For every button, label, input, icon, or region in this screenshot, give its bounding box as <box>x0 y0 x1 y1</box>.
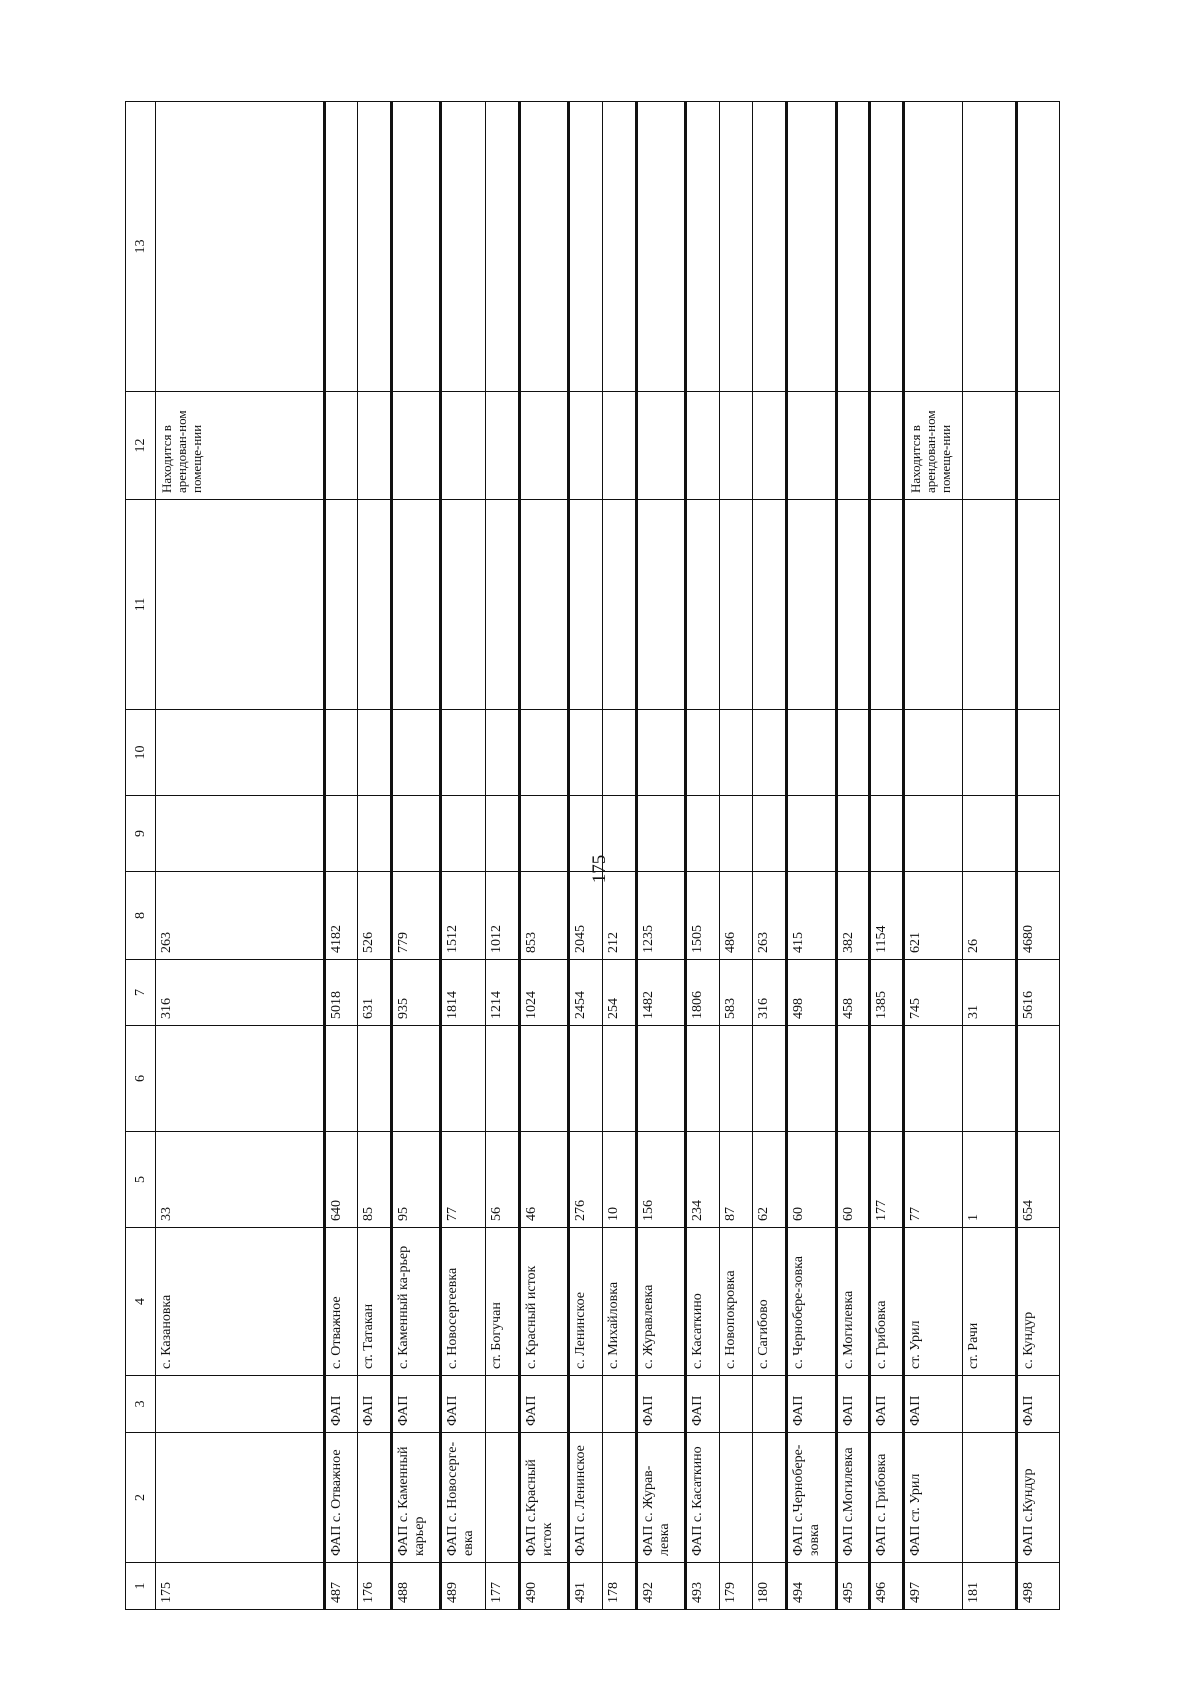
cell-col-11 <box>603 500 637 710</box>
cell-col-11 <box>903 500 962 710</box>
cell-col-11 <box>870 500 904 710</box>
cell-col-7: 1214 <box>486 960 520 1026</box>
header-cell: 2 <box>126 1433 156 1563</box>
cell-col-8: 26 <box>963 872 1017 960</box>
cell-col-1: 489 <box>441 1563 486 1610</box>
cell-col-8: 853 <box>519 872 568 960</box>
cell-col-11 <box>392 500 441 710</box>
header-cell: 13 <box>126 102 156 392</box>
cell-col-2 <box>358 1433 392 1563</box>
cell-col-13 <box>686 102 720 392</box>
cell-col-1: 179 <box>719 1563 753 1610</box>
cell-col-10 <box>963 710 1017 796</box>
cell-col-3: ФАП <box>441 1376 486 1433</box>
cell-col-8: 1505 <box>686 872 720 960</box>
table-row <box>324 102 358 1610</box>
cell-col-2: ФАП с. Касаткино <box>686 1433 720 1563</box>
cell-col-2: ФАП с. Ленинское <box>569 1433 603 1563</box>
cell-col-8: 263 <box>753 872 787 960</box>
cell-col-7: 745 <box>903 960 962 1026</box>
cell-col-1: 492 <box>636 1563 685 1610</box>
cell-col-8: 415 <box>787 872 836 960</box>
cell-col-3 <box>719 1376 753 1433</box>
cell-col-5: 10 <box>603 1132 637 1228</box>
cell-col-2 <box>753 1433 787 1563</box>
cell-col-3: ФАП <box>836 1376 870 1433</box>
page-number: 175 <box>589 854 610 884</box>
cell-col-9 <box>903 796 962 872</box>
cell-col-3: ФАП <box>324 1376 358 1433</box>
cell-col-3: ФАП <box>903 1376 962 1433</box>
cell-col-6 <box>719 1026 753 1132</box>
table-row <box>719 102 753 1610</box>
cell-col-2 <box>486 1433 520 1563</box>
cell-col-12: Находится в арендован-ном помеще-нии <box>156 392 324 500</box>
header-cell: 8 <box>126 872 156 960</box>
cell-col-11 <box>156 500 324 710</box>
table-row <box>156 102 324 1610</box>
cell-col-13 <box>787 102 836 392</box>
cell-col-11 <box>753 500 787 710</box>
cell-col-2 <box>719 1433 753 1563</box>
cell-col-11 <box>569 500 603 710</box>
cell-col-11 <box>636 500 685 710</box>
cell-col-12 <box>686 392 720 500</box>
cell-col-6 <box>486 1026 520 1132</box>
cell-col-11 <box>441 500 486 710</box>
cell-col-3: ФАП <box>1017 1376 1060 1433</box>
cell-col-10 <box>392 710 441 796</box>
cell-col-13 <box>486 102 520 392</box>
header-cell: 5 <box>126 1132 156 1228</box>
cell-col-12: Находится в арендован-ном помеще-нии <box>903 392 962 500</box>
cell-col-2: ФАП с.Могилевка <box>836 1433 870 1563</box>
cell-col-1: 178 <box>603 1563 637 1610</box>
cell-col-7: 316 <box>753 960 787 1026</box>
cell-col-8: 621 <box>903 872 962 960</box>
cell-col-9 <box>753 796 787 872</box>
header-cell: 4 <box>126 1228 156 1376</box>
cell-col-6 <box>1017 1026 1060 1132</box>
table-row <box>836 102 870 1610</box>
cell-col-3: ФАП <box>392 1376 441 1433</box>
cell-col-7: 316 <box>156 960 324 1026</box>
cell-col-13 <box>156 102 324 392</box>
cell-col-9 <box>441 796 486 872</box>
cell-col-11 <box>324 500 358 710</box>
cell-col-5: 56 <box>486 1132 520 1228</box>
cell-col-12 <box>569 392 603 500</box>
cell-col-8: 1235 <box>636 872 685 960</box>
cell-col-6 <box>903 1026 962 1132</box>
cell-col-5: 177 <box>870 1132 904 1228</box>
cell-col-3 <box>156 1376 324 1433</box>
cell-col-9 <box>787 796 836 872</box>
header-cell: 10 <box>126 710 156 796</box>
table-row <box>636 102 685 1610</box>
cell-col-4: с. Кундур <box>1017 1228 1060 1376</box>
cell-col-5: 654 <box>1017 1132 1060 1228</box>
cell-col-10 <box>903 710 962 796</box>
header-cell: 11 <box>126 500 156 710</box>
cell-col-13 <box>636 102 685 392</box>
cell-col-10 <box>870 710 904 796</box>
cell-col-6 <box>870 1026 904 1132</box>
cell-col-8: 4182 <box>324 872 358 960</box>
table-row <box>519 102 568 1610</box>
cell-col-12 <box>392 392 441 500</box>
header-cell: 9 <box>126 796 156 872</box>
table-row <box>903 102 962 1610</box>
cell-col-6 <box>836 1026 870 1132</box>
cell-col-4: с. Сагибово <box>753 1228 787 1376</box>
cell-col-9 <box>486 796 520 872</box>
cell-col-5: 46 <box>519 1132 568 1228</box>
cell-col-6 <box>324 1026 358 1132</box>
cell-col-7: 2454 <box>569 960 603 1026</box>
cell-col-6 <box>156 1026 324 1132</box>
cell-col-2: ФАП с. Отважное <box>324 1433 358 1563</box>
cell-col-12 <box>719 392 753 500</box>
cell-col-8: 382 <box>836 872 870 960</box>
cell-col-3: ФАП <box>787 1376 836 1433</box>
cell-col-12 <box>1017 392 1060 500</box>
cell-col-12 <box>486 392 520 500</box>
cell-col-9 <box>156 796 324 872</box>
cell-col-11 <box>486 500 520 710</box>
cell-col-2: ФАП с. Новосерге-евка <box>441 1433 486 1563</box>
cell-col-3 <box>753 1376 787 1433</box>
cell-col-8: 779 <box>392 872 441 960</box>
cell-col-4: с. Касаткино <box>686 1228 720 1376</box>
cell-col-8: 212 <box>603 872 637 960</box>
cell-col-8: 1012 <box>486 872 520 960</box>
cell-col-13 <box>519 102 568 392</box>
cell-col-8: 4680 <box>1017 872 1060 960</box>
cell-col-12 <box>358 392 392 500</box>
cell-col-11 <box>1017 500 1060 710</box>
rotated-table-wrapper <box>125 102 1060 1610</box>
cell-col-1: 181 <box>963 1563 1017 1610</box>
table-row <box>358 102 392 1610</box>
cell-col-7: 5018 <box>324 960 358 1026</box>
cell-col-9 <box>392 796 441 872</box>
cell-col-7: 254 <box>603 960 637 1026</box>
cell-col-9 <box>719 796 753 872</box>
table-row <box>441 102 486 1610</box>
cell-col-12 <box>753 392 787 500</box>
cell-col-8: 1154 <box>870 872 904 960</box>
cell-col-3: ФАП <box>636 1376 685 1433</box>
cell-col-12 <box>519 392 568 500</box>
cell-col-9 <box>1017 796 1060 872</box>
cell-col-11 <box>836 500 870 710</box>
cell-col-8: 526 <box>358 872 392 960</box>
header-cell: 7 <box>126 960 156 1026</box>
cell-col-1: 487 <box>324 1563 358 1610</box>
cell-col-2: ФАП с.Чернобере-зовка <box>787 1433 836 1563</box>
cell-col-13 <box>569 102 603 392</box>
cell-col-2: ФАП с. Каменный карьер <box>392 1433 441 1563</box>
cell-col-1: 176 <box>358 1563 392 1610</box>
cell-col-9 <box>836 796 870 872</box>
cell-col-10 <box>324 710 358 796</box>
cell-col-7: 1814 <box>441 960 486 1026</box>
cell-col-10 <box>719 710 753 796</box>
cell-col-13 <box>324 102 358 392</box>
cell-col-2: ФАП с. Грибовка <box>870 1433 904 1563</box>
cell-col-9 <box>324 796 358 872</box>
table-row <box>1017 102 1060 1610</box>
cell-col-4: с. Новопокровка <box>719 1228 753 1376</box>
cell-col-10 <box>836 710 870 796</box>
cell-col-12 <box>636 392 685 500</box>
cell-col-7: 1806 <box>686 960 720 1026</box>
cell-col-11 <box>519 500 568 710</box>
cell-col-6 <box>753 1026 787 1132</box>
cell-col-1: 177 <box>486 1563 520 1610</box>
cell-col-2 <box>963 1433 1017 1563</box>
cell-col-1: 180 <box>753 1563 787 1610</box>
cell-col-5: 156 <box>636 1132 685 1228</box>
cell-col-13 <box>753 102 787 392</box>
cell-col-11 <box>963 500 1017 710</box>
cell-col-1: 495 <box>836 1563 870 1610</box>
cell-col-5: 276 <box>569 1132 603 1228</box>
cell-col-5: 62 <box>753 1132 787 1228</box>
cell-col-13 <box>358 102 392 392</box>
data-table <box>125 101 1060 1610</box>
cell-col-12 <box>324 392 358 500</box>
table-row <box>392 102 441 1610</box>
cell-col-10 <box>603 710 637 796</box>
cell-col-7: 935 <box>392 960 441 1026</box>
cell-col-11 <box>358 500 392 710</box>
cell-col-6 <box>603 1026 637 1132</box>
cell-col-5: 33 <box>156 1132 324 1228</box>
cell-col-1: 175 <box>156 1563 324 1610</box>
cell-col-13 <box>836 102 870 392</box>
cell-col-9 <box>358 796 392 872</box>
cell-col-4: с. Журавлевка <box>636 1228 685 1376</box>
cell-col-1: 488 <box>392 1563 441 1610</box>
cell-col-4: с. Красный исток <box>519 1228 568 1376</box>
table-body <box>126 102 1060 1610</box>
cell-col-7: 1385 <box>870 960 904 1026</box>
cell-col-9 <box>603 796 637 872</box>
cell-col-6 <box>441 1026 486 1132</box>
cell-col-13 <box>1017 102 1060 392</box>
cell-col-13 <box>870 102 904 392</box>
cell-col-5: 77 <box>903 1132 962 1228</box>
cell-col-8: 486 <box>719 872 753 960</box>
cell-col-1: 494 <box>787 1563 836 1610</box>
cell-col-4: с. Ленинское <box>569 1228 603 1376</box>
cell-col-9 <box>686 796 720 872</box>
cell-col-13 <box>603 102 637 392</box>
cell-col-7: 583 <box>719 960 753 1026</box>
cell-col-13 <box>441 102 486 392</box>
cell-col-6 <box>787 1026 836 1132</box>
cell-col-12 <box>441 392 486 500</box>
cell-col-5: 1 <box>963 1132 1017 1228</box>
cell-col-3 <box>603 1376 637 1433</box>
cell-col-1: 491 <box>569 1563 603 1610</box>
cell-col-4: с. Грибовка <box>870 1228 904 1376</box>
cell-col-3 <box>963 1376 1017 1433</box>
cell-col-8: 1512 <box>441 872 486 960</box>
cell-col-7: 1482 <box>636 960 685 1026</box>
cell-col-9 <box>519 796 568 872</box>
cell-col-4: с. Новосергеевка <box>441 1228 486 1376</box>
cell-col-4: с. Михайловка <box>603 1228 637 1376</box>
header-cell: 1 <box>126 1563 156 1610</box>
cell-col-2: ФАП ст. Урил <box>903 1433 962 1563</box>
header-cell: 3 <box>126 1376 156 1433</box>
cell-col-5: 77 <box>441 1132 486 1228</box>
table-row <box>787 102 836 1610</box>
cell-col-7: 458 <box>836 960 870 1026</box>
cell-col-6 <box>686 1026 720 1132</box>
table-row <box>963 102 1017 1610</box>
table-row <box>870 102 904 1610</box>
cell-col-3: ФАП <box>358 1376 392 1433</box>
cell-col-12 <box>603 392 637 500</box>
cell-col-10 <box>156 710 324 796</box>
table-row <box>603 102 637 1610</box>
cell-col-8: 263 <box>156 872 324 960</box>
cell-col-1: 490 <box>519 1563 568 1610</box>
cell-col-10 <box>519 710 568 796</box>
table-row <box>686 102 720 1610</box>
cell-col-12 <box>963 392 1017 500</box>
cell-col-3: ФАП <box>870 1376 904 1433</box>
header-cell: 6 <box>126 1026 156 1132</box>
cell-col-4: с. Могилевка <box>836 1228 870 1376</box>
cell-col-2 <box>156 1433 324 1563</box>
cell-col-4: с. Каменный ка-рьер <box>392 1228 441 1376</box>
cell-col-4: ст. Рачи <box>963 1228 1017 1376</box>
cell-col-6 <box>569 1026 603 1132</box>
cell-col-1: 493 <box>686 1563 720 1610</box>
cell-col-4: ст. Богучан <box>486 1228 520 1376</box>
cell-col-7: 631 <box>358 960 392 1026</box>
cell-col-10 <box>636 710 685 796</box>
cell-col-5: 85 <box>358 1132 392 1228</box>
cell-col-9 <box>963 796 1017 872</box>
cell-col-3 <box>569 1376 603 1433</box>
cell-col-4: с. Отважное <box>324 1228 358 1376</box>
cell-col-9 <box>870 796 904 872</box>
cell-col-11 <box>787 500 836 710</box>
cell-col-4: ст. Урил <box>903 1228 962 1376</box>
cell-col-5: 87 <box>719 1132 753 1228</box>
cell-col-13 <box>392 102 441 392</box>
cell-col-1: 496 <box>870 1563 904 1610</box>
cell-col-12 <box>870 392 904 500</box>
cell-col-3: ФАП <box>519 1376 568 1433</box>
cell-col-2: ФАП с.Красный исток <box>519 1433 568 1563</box>
cell-col-10 <box>1017 710 1060 796</box>
cell-col-2: ФАП с.Кундур <box>1017 1433 1060 1563</box>
cell-col-1: 498 <box>1017 1563 1060 1610</box>
cell-col-10 <box>787 710 836 796</box>
cell-col-6 <box>963 1026 1017 1132</box>
cell-col-4: с. Чернобере-зовка <box>787 1228 836 1376</box>
cell-col-7: 31 <box>963 960 1017 1026</box>
cell-col-12 <box>787 392 836 500</box>
cell-col-3 <box>486 1376 520 1433</box>
cell-col-10 <box>358 710 392 796</box>
cell-col-3: ФАП <box>686 1376 720 1433</box>
cell-col-9 <box>569 796 603 872</box>
cell-col-11 <box>719 500 753 710</box>
cell-col-6 <box>519 1026 568 1132</box>
cell-col-6 <box>392 1026 441 1132</box>
cell-col-1: 497 <box>903 1563 962 1610</box>
cell-col-5: 234 <box>686 1132 720 1228</box>
header-row <box>126 102 156 1610</box>
cell-col-10 <box>441 710 486 796</box>
cell-col-10 <box>686 710 720 796</box>
header-cell: 12 <box>126 392 156 500</box>
cell-col-5: 60 <box>836 1132 870 1228</box>
cell-col-8: 2045 <box>569 872 603 960</box>
cell-col-10 <box>753 710 787 796</box>
table-row <box>753 102 787 1610</box>
cell-col-10 <box>569 710 603 796</box>
cell-col-7: 498 <box>787 960 836 1026</box>
cell-col-5: 640 <box>324 1132 358 1228</box>
cell-col-2 <box>603 1433 637 1563</box>
cell-col-2: ФАП с. Журав-левка <box>636 1433 685 1563</box>
cell-col-13 <box>903 102 962 392</box>
cell-col-6 <box>636 1026 685 1132</box>
cell-col-13 <box>963 102 1017 392</box>
cell-col-9 <box>636 796 685 872</box>
cell-col-10 <box>486 710 520 796</box>
cell-col-5: 95 <box>392 1132 441 1228</box>
cell-col-11 <box>686 500 720 710</box>
table-row <box>486 102 520 1610</box>
cell-col-6 <box>358 1026 392 1132</box>
cell-col-4: ст. Татакан <box>358 1228 392 1376</box>
cell-col-4: с. Казановка <box>156 1228 324 1376</box>
cell-col-13 <box>719 102 753 392</box>
cell-col-12 <box>836 392 870 500</box>
cell-col-5: 60 <box>787 1132 836 1228</box>
cell-col-7: 1024 <box>519 960 568 1026</box>
cell-col-7: 5616 <box>1017 960 1060 1026</box>
table-row <box>569 102 603 1610</box>
